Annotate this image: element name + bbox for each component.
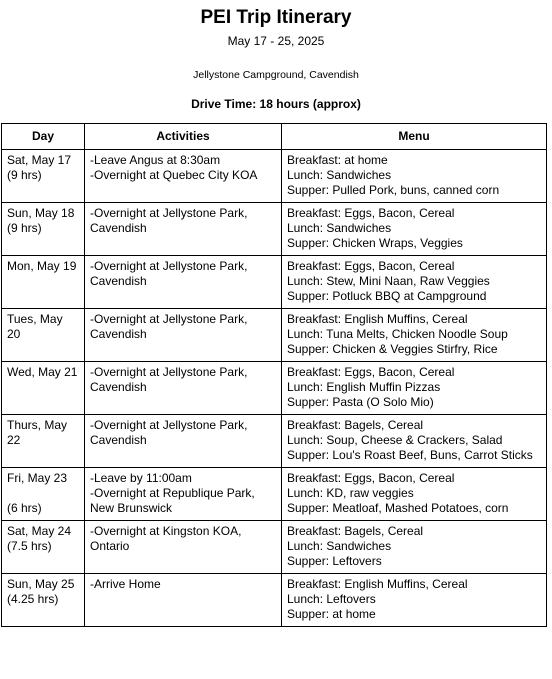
table-row <box>2 415 547 468</box>
day-cell <box>2 150 85 203</box>
day-cell <box>2 309 85 362</box>
day-cell <box>2 415 85 468</box>
day-line: Sat, May 24 <box>7 524 72 538</box>
day-line: (9 hrs) <box>7 221 42 235</box>
activities-cell <box>85 415 282 468</box>
menu-line: Breakfast: Eggs, Bacon, Cereal <box>287 471 455 485</box>
activities-cell <box>85 203 282 256</box>
day-line: (6 hrs) <box>7 501 42 515</box>
menu-line: Supper: Pulled Pork, buns, canned corn <box>287 183 500 197</box>
table-row <box>2 309 547 362</box>
menu-cell <box>282 256 547 309</box>
activities-line: -Overnight at Jellystone Park, Cavendish <box>90 206 248 235</box>
activities-cell <box>85 468 282 521</box>
menu-line: Breakfast: at home <box>287 153 388 167</box>
activities-line: -Overnight at Jellystone Park, Cavendish <box>90 259 248 288</box>
menu-line: Supper: Lou's Roast Beef, Buns, Carrot Sticks <box>287 448 533 462</box>
menu-line: Lunch: KD, raw veggies <box>287 486 414 500</box>
day-line: (4.25 hrs) <box>7 592 59 606</box>
menu-line: Breakfast: Eggs, Bacon, Cereal <box>287 259 455 273</box>
table-header-row <box>2 124 547 150</box>
day-line: Thurs, May 22 <box>7 418 68 447</box>
menu-cell <box>282 362 547 415</box>
activities-cell <box>85 521 282 574</box>
activities-line: -Arrive Home <box>90 577 161 591</box>
day-cell <box>2 203 85 256</box>
menu-line: Supper: Meatloaf, Mashed Potatoes, corn <box>287 501 509 515</box>
table-row <box>2 362 547 415</box>
day-cell <box>2 256 85 309</box>
day-line: Fri, May 23 <box>7 471 68 485</box>
activities-cell <box>85 256 282 309</box>
menu-line: Supper: Potluck BBQ at Campground <box>287 289 487 303</box>
column-header-activities: Activities <box>85 124 282 150</box>
menu-line: Breakfast: Eggs, Bacon, Cereal <box>287 206 455 220</box>
day-cell <box>2 521 85 574</box>
day-cell <box>2 468 85 521</box>
menu-line: Lunch: Soup, Cheese & Crackers, Salad <box>287 433 503 447</box>
activities-line: -Overnight at Jellystone Park, Cavendish <box>90 418 248 447</box>
menu-line: Supper: Chicken & Veggies Stirfry, Rice <box>287 342 498 356</box>
table-row <box>2 521 547 574</box>
activities-line: -Leave by 11:00am <box>90 471 192 485</box>
day-line: Mon, May 19 <box>7 259 77 273</box>
column-header-menu: Menu <box>282 124 547 150</box>
table-row <box>2 574 547 627</box>
menu-cell <box>282 150 547 203</box>
table-row <box>2 468 547 521</box>
activities-cell <box>85 150 282 203</box>
day-line: (9 hrs) <box>7 168 42 182</box>
itinerary-body <box>2 150 547 627</box>
activities-cell <box>85 309 282 362</box>
activities-line: -Overnight at Jellystone Park, Cavendish <box>90 312 248 341</box>
menu-line: Lunch: Sandwiches <box>287 221 392 235</box>
day-cell <box>2 362 85 415</box>
menu-cell <box>282 203 547 256</box>
activities-line: -Overnight at Quebec City KOA <box>90 168 258 182</box>
menu-line: Breakfast: Bagels, Cereal <box>287 524 424 538</box>
table-row <box>2 256 547 309</box>
trip-dates: May 17 - 25, 2025 <box>227 34 325 48</box>
column-header-day: Day <box>2 124 85 150</box>
table-row <box>2 150 547 203</box>
menu-cell <box>282 574 547 627</box>
menu-line: Lunch: Tuna Melts, Chicken Noodle Soup <box>287 327 508 341</box>
activities-line: -Overnight at Republique Park, New Brunswick <box>90 486 255 515</box>
activities-line: -Overnight at Kingston KOA, Ontario <box>90 524 242 553</box>
day-cell <box>2 574 85 627</box>
menu-line: Breakfast: Eggs, Bacon, Cereal <box>287 365 455 379</box>
itinerary-table <box>1 123 547 627</box>
menu-line: Lunch: Leftovers <box>287 592 376 606</box>
trip-location: Jellystone Campground, Cavendish <box>193 69 359 81</box>
menu-line: Supper: Leftovers <box>287 554 382 568</box>
menu-line: Supper: Chicken Wraps, Veggies <box>287 236 463 250</box>
day-line <box>7 486 79 501</box>
menu-cell <box>282 415 547 468</box>
activities-line: -Leave Angus at 8:30am <box>90 153 221 167</box>
menu-line: Supper: at home <box>287 607 376 621</box>
day-line: Sun, May 18 <box>7 206 75 220</box>
day-line: Wed, May 21 <box>7 365 78 379</box>
menu-line: Lunch: English Muffin Pizzas <box>287 380 441 394</box>
menu-cell <box>282 309 547 362</box>
menu-line: Lunch: Sandwiches <box>287 539 392 553</box>
drive-time: Drive Time: 18 hours (approx) <box>191 97 361 111</box>
table-row <box>2 203 547 256</box>
activities-line: -Overnight at Jellystone Park, Cavendish <box>90 365 248 394</box>
menu-line: Breakfast: Bagels, Cereal <box>287 418 424 432</box>
menu-line: Lunch: Stew, Mini Naan, Raw Veggies <box>287 274 490 288</box>
day-line: Tues, May 20 <box>7 312 63 341</box>
activities-cell <box>85 574 282 627</box>
menu-cell <box>282 521 547 574</box>
menu-cell <box>282 468 547 521</box>
day-line: Sat, May 17 <box>7 153 72 167</box>
activities-cell <box>85 362 282 415</box>
menu-line: Breakfast: English Muffins, Cereal <box>287 312 468 326</box>
menu-line: Breakfast: English Muffins, Cereal <box>287 577 468 591</box>
page-title: PEI Trip Itinerary <box>200 7 352 28</box>
menu-line: Lunch: Sandwiches <box>287 168 392 182</box>
day-line: Sun, May 25 <box>7 577 75 591</box>
menu-line: Supper: Pasta (O Solo Mio) <box>287 395 434 409</box>
day-line: (7.5 hrs) <box>7 539 52 553</box>
